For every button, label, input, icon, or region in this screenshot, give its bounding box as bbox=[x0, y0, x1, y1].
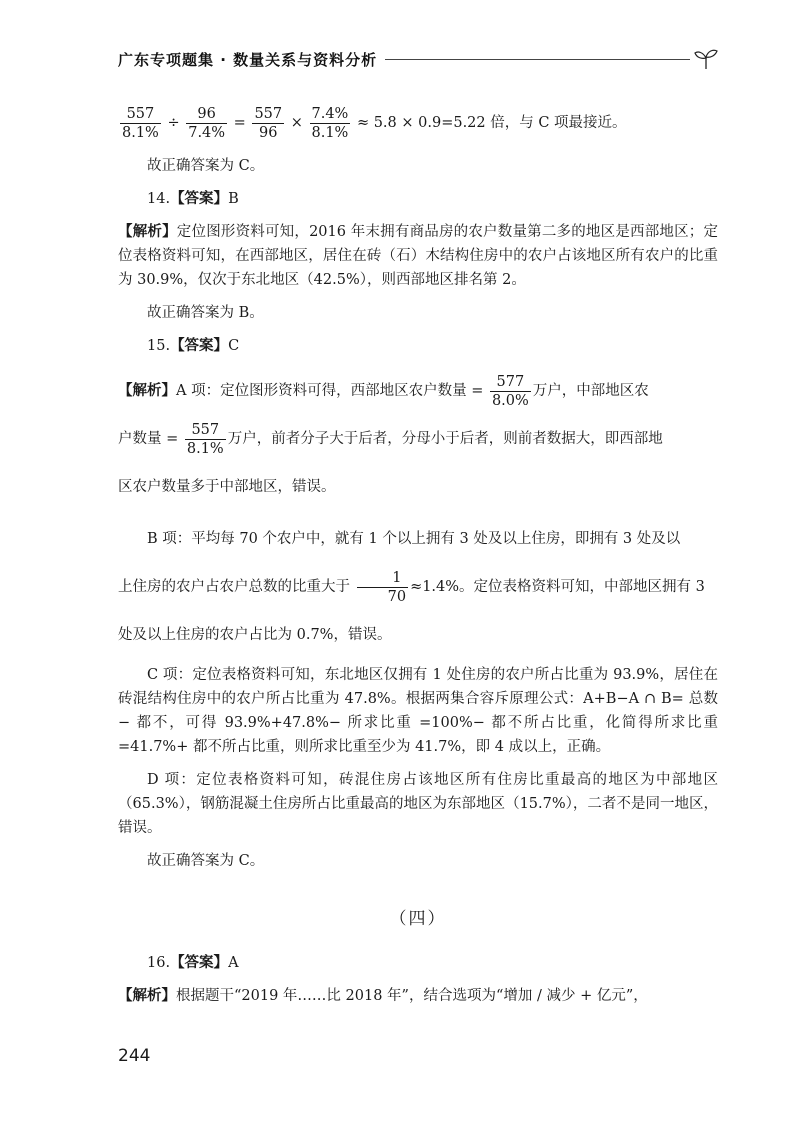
analysis-15-b: B 项：平均每 70 个农户中，就有 1 个以上拥有 3 处及以上住房，即拥有 3 处及以 上住房的农户占农户总数的比重大于 $\frac{1}{70}$ ≈1.4%。定位表格资料可知，中部地区拥有 3 处及以上住房的农户占比为 0.7%，错误。 bbox=[118, 531, 705, 643]
fraction: $\frac{557}{8.1\%}$ bbox=[122, 105, 159, 141]
section-title: （四） bbox=[389, 909, 447, 929]
answer-line-16: 16.【答案】A bbox=[147, 955, 239, 971]
page-content bbox=[118, 102, 718, 1017]
operator: × bbox=[290, 115, 303, 131]
answer-line-14: 14.【答案】B bbox=[147, 191, 239, 207]
analysis-16: 【解析】根据题干“2019 年……比 2018 年”，结合选项为“增加 / 减少 + 亿元”， bbox=[118, 988, 648, 1004]
conclusion-15: 故正确答案为 C。 bbox=[147, 853, 265, 869]
analysis-15-c: C 项：定位表格资料可知，东北地区仅拥有 1 处住房的农户所占比重为 93.9%，居住在砖混结构住房中的农户所占比重为 47.8%。根据两集合容斥原理公式：A+B−A ∩ B= 总数 − 都不，可得 93.9%+47.8%− 所求比重 =100%− 都不所占比重，化简得所求比重 =41.7%+ 都不所占比重，则所求比重至少为 41.7%，即 4 成以上，正确。 bbox=[118, 667, 718, 755]
analysis-15-d: D 项：定位表格资料可知，砖混住房占该地区所有住房比重最高的地区为中部地区（65.3%），钢筋混凝土住房所占比重最高的地区为东部地区（15.7%），二者不是同一地区，错误。 bbox=[118, 772, 718, 836]
page-number: 244 bbox=[118, 1046, 151, 1066]
formula-line bbox=[118, 102, 718, 144]
running-header bbox=[118, 44, 718, 74]
analysis-14: 【解析】定位图形资料可知，2016 年末拥有商品房的农户数量第二多的地区是西部地区；定位表格资料可知，在西部地区，居住在砖（石）木结构住房中的农户占该地区所有农户的比重为 30.9%，仅次于东北地区（42.5%），则西部地区排名第 2。 bbox=[118, 224, 719, 288]
conclusion-14: 故正确答案为 B。 bbox=[147, 305, 264, 321]
operator: = bbox=[233, 115, 246, 131]
fraction: $\frac{1}{70}$ bbox=[357, 569, 408, 606]
answer-line-15: 15.【答案】C bbox=[147, 338, 240, 354]
fraction: $\frac{96}{7.4\%}$ bbox=[188, 105, 226, 141]
fraction: $\frac{557}{8.1\%}$ bbox=[186, 421, 224, 457]
fraction: $\frac{557}{96}$ bbox=[254, 105, 283, 141]
analysis-15-a: 【解析】A 项：定位图形资料可得，西部地区农户数量 = $\frac{577}{8.0\%}$ 万户，中部地区农 户数量 = $\frac{557}{8.1\%}$ 万户，前者分子大于后者，分母小于后者，则前者数据大，即西部地 区农户数量多于中部地区，错误。 bbox=[118, 373, 663, 495]
formula-tail: ≈ 5.8 × 0.9=5.22 倍，与 C 项最接近。 bbox=[356, 115, 627, 131]
header-title: 广东专项题集 · 数量关系与资料分析 bbox=[118, 50, 378, 69]
fraction: $\frac{577}{8.0\%}$ bbox=[491, 373, 529, 409]
header-rule bbox=[385, 59, 690, 60]
conclusion: 故正确答案为 C。 bbox=[147, 158, 265, 174]
fraction: $\frac{7.4\%}{8.1\%}$ bbox=[311, 105, 349, 141]
operator: ÷ bbox=[167, 115, 180, 131]
sprout-icon bbox=[694, 48, 718, 70]
